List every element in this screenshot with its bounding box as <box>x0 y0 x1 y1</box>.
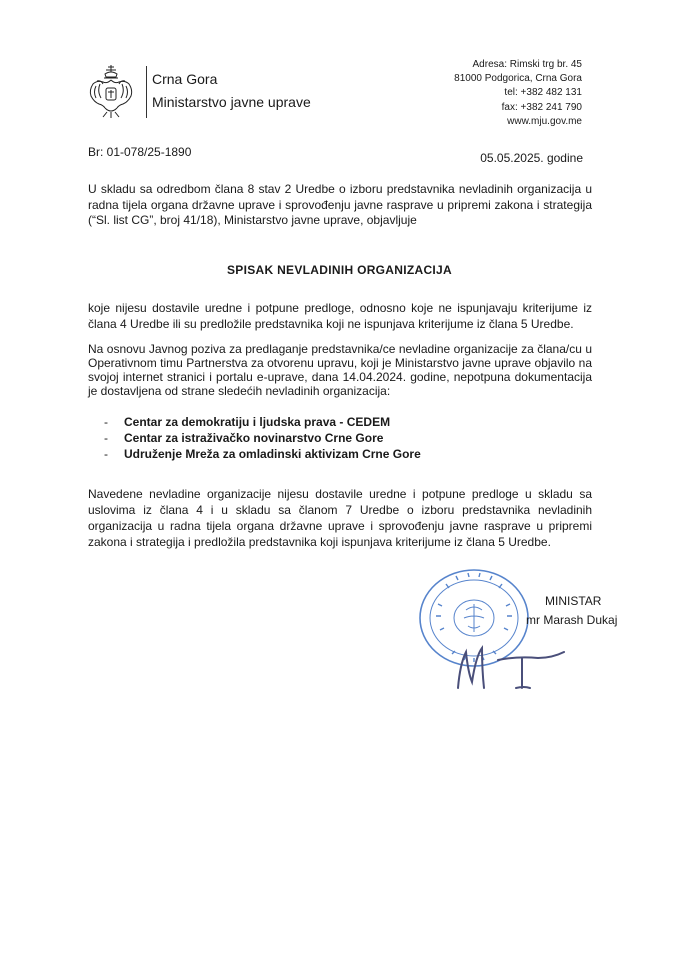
document-title: SPISAK NEVLADINIH ORGANIZACIJA <box>226 263 453 277</box>
reference-number: Br: 01-078/25-1890 <box>88 145 192 159</box>
public-call-paragraph: Na osnovu Javnog poziva za predlaganje predstavnika/ce nevladine organizacije za člana/cu u Operativnom timu Partnerstva za otvorenu upravu, koji je Ministarstvo javne uprave objavilo na svojoj internet stranici i portalu e-uprave, dana 14.04.2024. godine, nepotpuna dokumentacija je dostavljena od strane sledećih nevladinih organizacija: <box>88 342 592 398</box>
list-item: - Centar za istraživačko novinarstvo Crne Gore <box>96 430 421 446</box>
criteria-paragraph: koje nijesu dostavile uredne i potpune predloge, odnosno koje ne ispunjavaju kriterijume iz člana 4 Uredbe ili su predložile predstavnika koji ne ispunjava kriterijume iz člana 5 Uredbe. <box>88 301 592 331</box>
intro-paragraph: U skladu sa odredbom člana 8 stav 2 Uredbe o izboru predstavnika nevladinih organizacija u radna tijela organa državne uprave i sprovođenju javne rasprave u pripremi zakona i strategija (“Sl. list CG”, broj 41/18), Ministarstvo javne uprave, objavljuje <box>88 182 592 227</box>
ministry-name: Ministarstvo javne uprave <box>152 94 311 110</box>
website-line: www.mju.gov.me <box>507 115 582 127</box>
address-city-line: 81000 Podgorica, Crna Gora <box>454 73 582 85</box>
country-name: Crna Gora <box>152 71 218 87</box>
conclusion-paragraph: Navedene nevladine organizacije nijesu dostavile uredne i potpune predloge u skladu sa uslovima iz člana 4 i u skladu sa članom 7 Uredbe o izboru predstavnika nevladinih organizacija u radna tijela organa državne uprave i sprovođenju javne rasprave u pripremi zakona i strategija i predložila predstavnika koji ispunjava kriterijume iz člana 5 Uredbe. <box>88 487 592 549</box>
address-block <box>454 58 582 129</box>
header-divider <box>146 66 147 118</box>
list-item: - Centar za demokratiju i ljudska prava - CEDEM <box>96 414 421 430</box>
coat-of-arms-icon <box>84 62 138 120</box>
phone-line: tel: +382 482 131 <box>504 87 582 99</box>
signature-icon <box>452 636 572 694</box>
fax-line: fax: +382 241 790 <box>501 101 582 113</box>
organization-list <box>96 414 421 462</box>
list-item: - Udruženje Mreža za omladinski aktivizam Crne Gore <box>96 446 421 462</box>
document-date: 05.05.2025. godine <box>480 151 583 165</box>
minister-title: MINISTAR <box>545 594 602 608</box>
address-line: Adresa: Rimski trg br. 45 <box>472 59 582 70</box>
minister-name: mr Marash Dukaj <box>526 613 618 627</box>
